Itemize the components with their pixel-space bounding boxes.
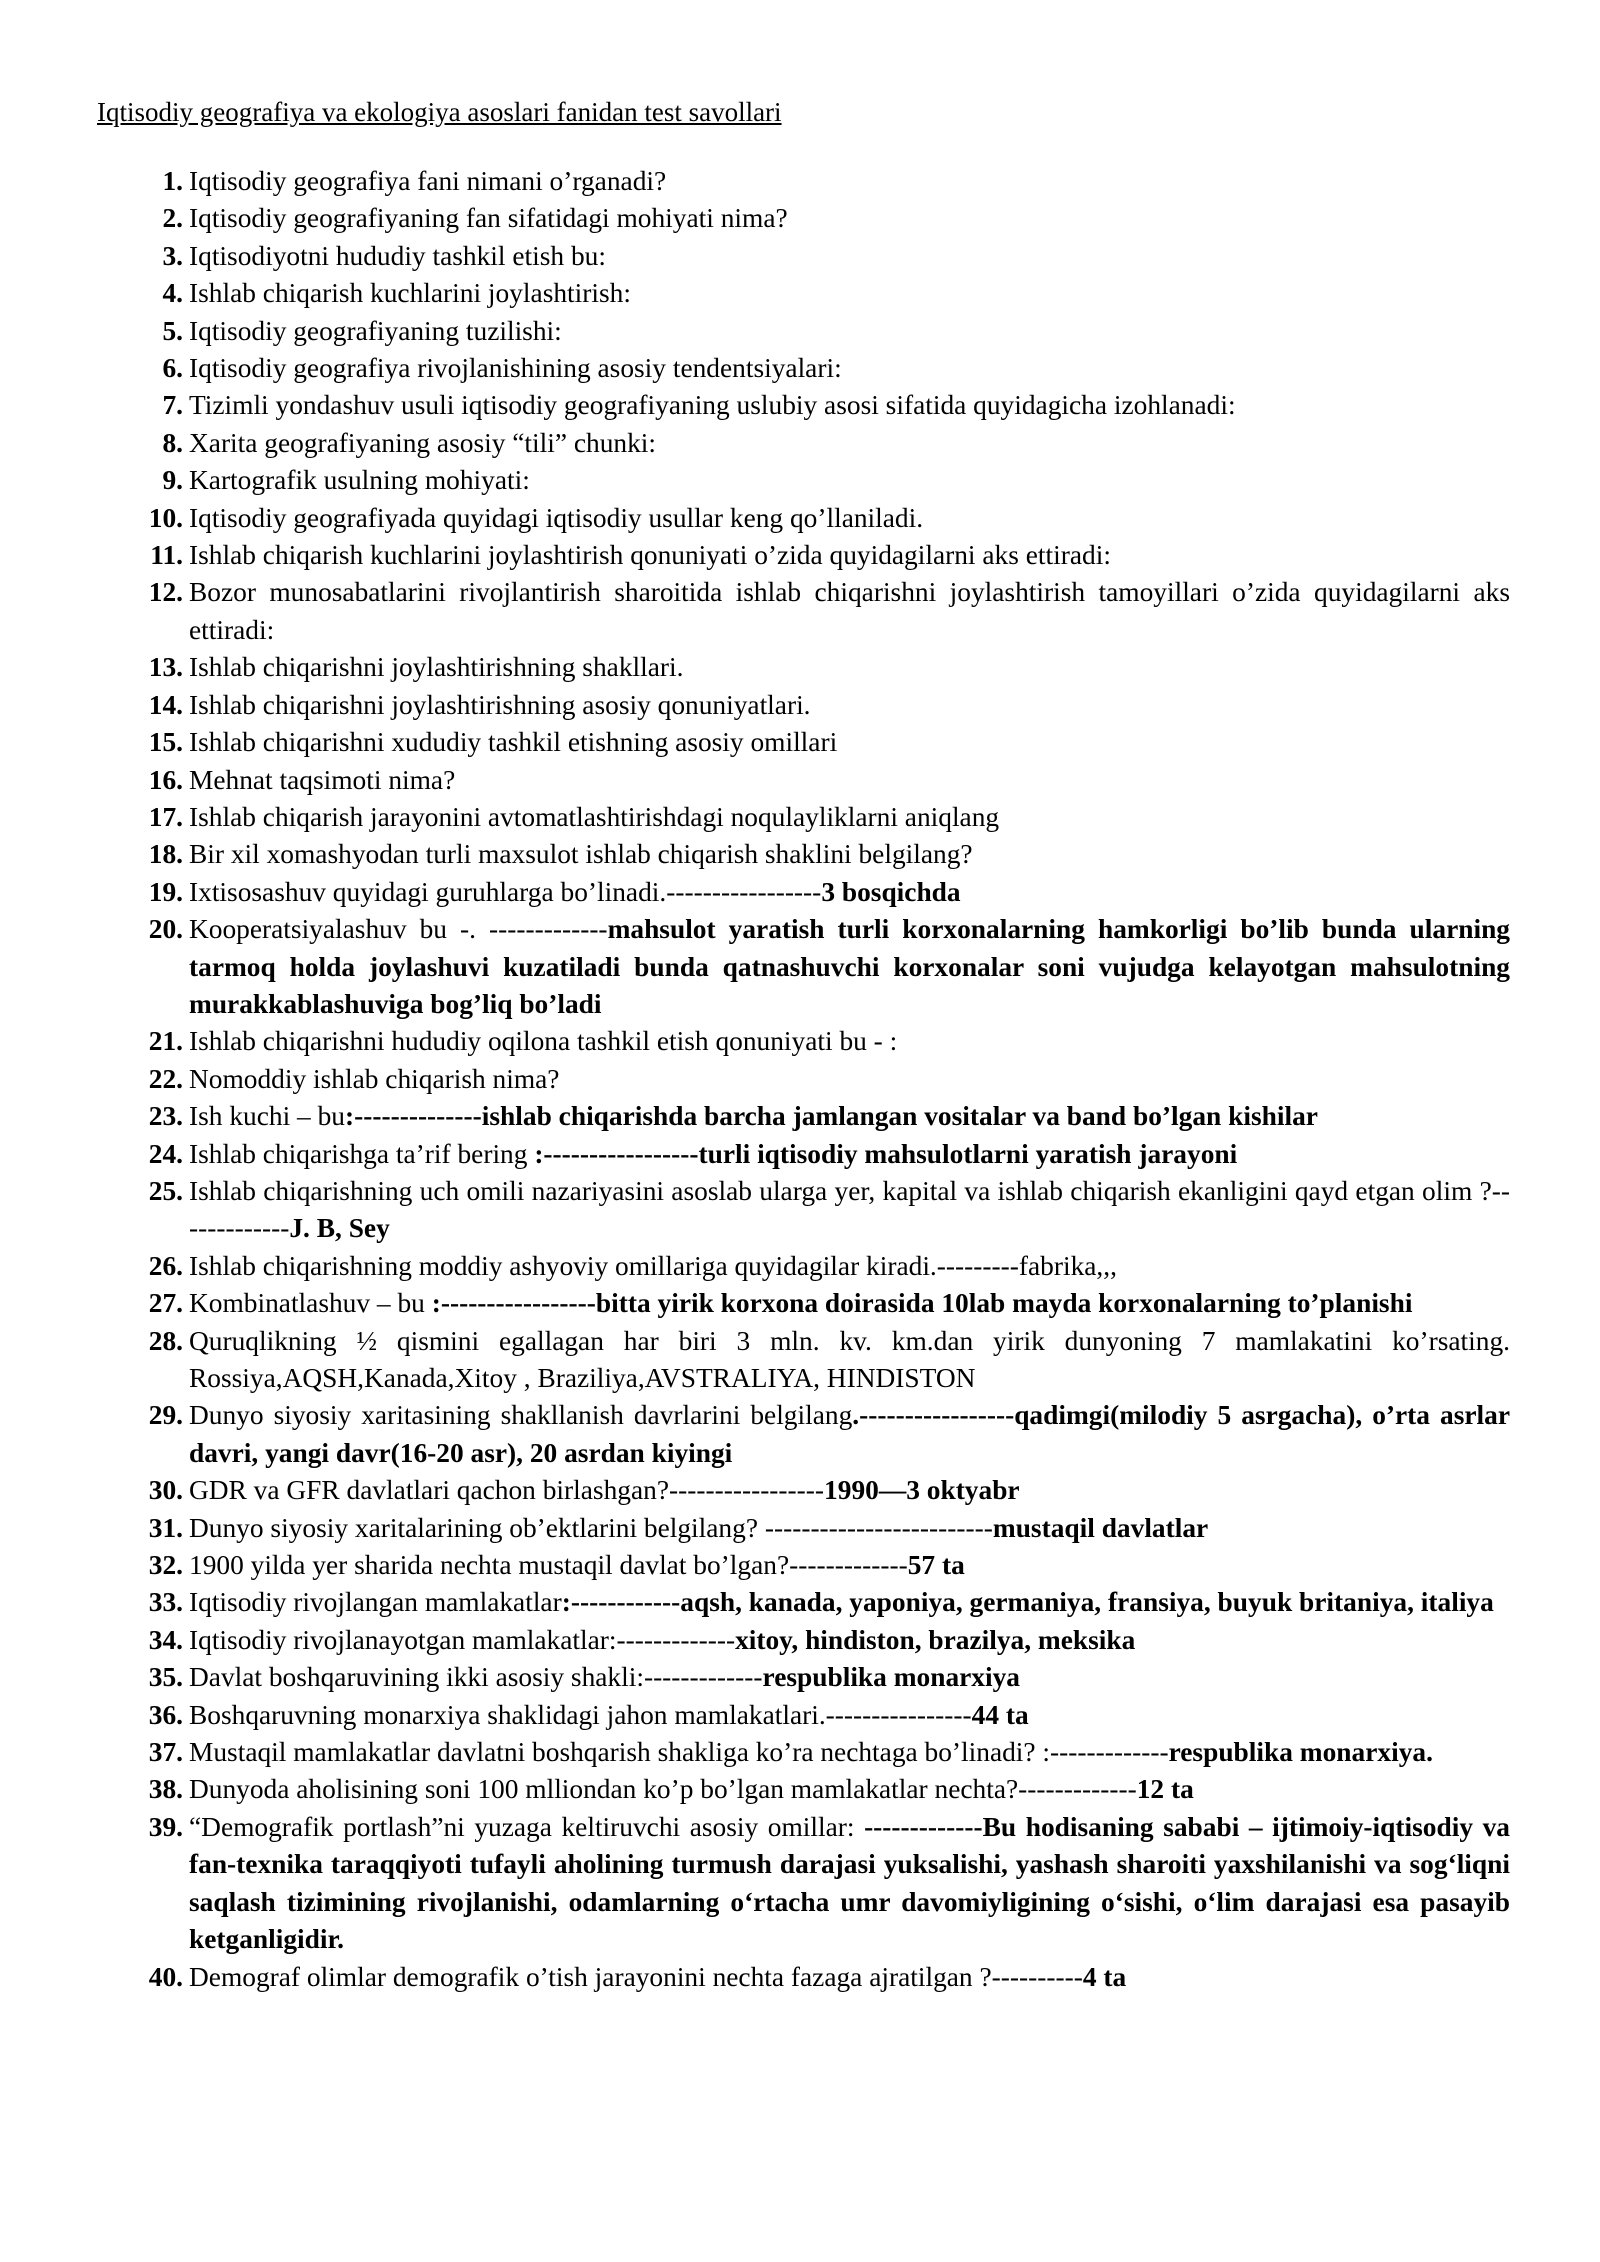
question-text-block [189,1061,1510,1098]
question-text-block [189,1023,1510,1060]
question-item [97,687,1510,724]
question-text-block [189,1622,1510,1659]
question-number: 17. [148,801,183,832]
question-text: Ishlab chiqarishning uch omili nazariyasini asoslab ularga yer, kapital va ishlab chiqarish ekanligini qayd etgan olim ?------------- [189,1175,1510,1244]
question-text-block [189,275,1510,312]
question-text-block [189,574,1510,649]
question-item [97,874,1510,911]
question-text: Mustaqil mamlakatlar davlatni boshqarish shakliga ko’ra nechtaga bo’linadi? :------------- [189,1737,1169,1768]
question-number: 2. [162,203,183,234]
question-text-block [189,836,1510,873]
question-text: Iqtisodiy geografiyada quyidagi iqtisodiy usullar keng qo’llaniladi. [189,502,924,533]
question-text-block [189,313,1510,350]
question-number: 21. [148,1026,183,1057]
question-answer: 4 ta [1082,1961,1127,1992]
question-text-block [189,1809,1510,1959]
question-item [97,1248,1510,1285]
question-answer: -------------Bu hodisaning sababi – ijtimoiy-iqtisodiy va fan-texnika taraqqiyoti tufayli aholining turmush darajasi yuksalishi, yashash sharoiti yaxshilanishi va sog‘liqni saqlash tizimining rivojlanishi, odamlarning o‘rtacha umr davomiyligining o‘sishi, o‘lim darajasi esa pasayib ketganligidir. [189,1811,1510,1955]
question-text: Iqtisodiy geografiyaning tuzilishi: [189,315,562,346]
question-text: Iqtisodiy rivojlanayotgan mamlakatlar:------------- [189,1624,736,1655]
question-answer: :------------aqsh, kanada, yaponiya, germaniya, fransiya, buyuk britaniya, italiya [561,1587,1494,1618]
question-text-block [189,1472,1510,1509]
question-number: 37. [148,1737,183,1768]
question-text-block [189,874,1510,911]
question-item [97,1622,1510,1659]
question-item [97,1697,1510,1734]
document-title: Iqtisodiy geografiya va ekologiya asoslari fanidan test savollari [97,97,782,127]
question-item [97,1023,1510,1060]
question-item [97,1397,1510,1472]
question-item [97,1771,1510,1808]
question-text: Boshqaruvning monarxiya shaklidagi jahon mamlakatlari.---------------- [189,1699,972,1730]
question-text: 1900 yilda yer sharida nechta mustaqil davlat bo’lgan?------------- [189,1550,908,1581]
question-number: 9. [162,465,183,496]
question-text-block [189,537,1510,574]
question-text: Iqtisodiy rivojlangan mamlakatlar [189,1587,562,1618]
question-text-block [189,238,1510,275]
question-item [97,462,1510,499]
question-number: 11. [150,540,183,571]
question-number: 14. [148,689,183,720]
question-text: Ishlab chiqarish kuchlarini joylashtirish: [189,278,631,309]
question-number: 24. [148,1138,183,1169]
question-item [97,425,1510,462]
question-text-block [189,911,1510,1023]
question-text: “Demografik portlash”ni yuzaga keltiruvchi asosiy omillar: [189,1811,865,1842]
question-item [97,762,1510,799]
question-text-block [189,1323,1510,1398]
question-number: 15. [148,727,183,758]
question-text: Ishlab chiqarish jarayonini avtomatlashtirishdagi noqulayliklarni aniqlang [189,801,1000,832]
question-number: 16. [148,764,183,795]
question-item [97,537,1510,574]
question-list [97,163,1510,1996]
question-answer: mahsulot yaratish turli korxonalarning hamkorligi bo’lib bunda ularning tarmoq holda joylashuvi kuzatiladi bunda qatnashuvchi korxonalar soni vujudga kelayotgan mahsulotning murakkablashuviga bog’liq bo’ladi [189,914,1510,1019]
question-number: 34. [148,1624,183,1655]
question-answer: J. B, Sey [289,1213,390,1244]
question-number: 23. [148,1101,183,1132]
question-text: Tizimli yondashuv usuli iqtisodiy geografiyaning uslubiy asosi sifatida quyidagicha izohlanadi: [189,390,1236,421]
question-text-block [189,1098,1510,1135]
question-text-block [189,1397,1510,1472]
question-number: 3. [162,240,183,271]
question-answer: 12 ta [1136,1774,1194,1805]
question-item [97,1959,1510,1996]
question-text-block [189,687,1510,724]
question-text: Iqtisodiyotni hududiy tashkil etish bu: [189,240,606,271]
question-item [97,1584,1510,1621]
question-answer: respublika monarxiya [762,1662,1021,1693]
question-text-block [189,1510,1510,1547]
question-number: 32. [148,1550,183,1581]
question-number: 40. [148,1961,183,1992]
question-number: 6. [162,353,183,384]
question-item [97,1061,1510,1098]
question-number: 19. [148,876,183,907]
question-number: 31. [148,1512,183,1543]
question-text: Dunyo siyosiy xaritasining shakllanish davrlarini belgilang [189,1400,853,1431]
question-answer: 44 ta [971,1699,1029,1730]
question-text-block [189,425,1510,462]
question-item [97,350,1510,387]
question-item [97,1285,1510,1322]
question-number: 8. [162,427,183,458]
question-number: 7. [162,390,183,421]
question-text: Davlat boshqaruvining ikki asosiy shakli:------------- [189,1662,763,1693]
question-text: Ishlab chiqarishni hududiy oqilona tashkil etish qonuniyati bu - : [189,1026,898,1057]
question-item [97,836,1510,873]
question-number: 5. [162,315,183,346]
question-text-block [189,163,1510,200]
question-answer: xitoy, hindiston, brazilya, meksika [735,1624,1136,1655]
question-item [97,1809,1510,1959]
question-item [97,1173,1510,1248]
question-number: 22. [148,1063,183,1094]
question-number: 10. [148,502,183,533]
question-text-block [189,462,1510,499]
question-text: Bir xil xomashyodan turli maxsulot ishlab chiqarish shaklini belgilang? [189,839,973,870]
question-item [97,1659,1510,1696]
question-text: Ishlab chiqarishni xududiy tashkil etishning asosiy omillari [189,727,838,758]
question-text-block [189,1173,1510,1248]
question-text: Ishlab chiqarishni joylashtirishning shakllari. [189,652,684,683]
question-text: Iqtisodiy geografiya fani nimani o’rganadi? [189,166,667,196]
question-text-block [189,1285,1510,1322]
question-text: Ishlab chiqarishning moddiy ashyoviy omillariga quyidagilar kiradi.---------fabrika,,, [189,1250,1117,1281]
question-item [97,1547,1510,1584]
question-item [97,724,1510,761]
question-text: Iqtisodiy geografiyaning fan sifatidagi mohiyati nima? [189,203,788,234]
question-number: 36. [148,1699,183,1730]
question-answer: respublika monarxiya. [1168,1737,1433,1768]
question-text-block [189,387,1510,424]
question-item [97,1098,1510,1135]
question-item [97,275,1510,312]
question-text-block [189,500,1510,537]
question-text: Kartografik usulning mohiyati: [189,465,530,496]
question-number: 28. [148,1325,183,1356]
question-number: 18. [148,839,183,870]
question-text-block [189,1136,1510,1173]
question-answer: :-----------------turli iqtisodiy mahsulotlarni yaratish jarayoni [534,1138,1238,1169]
question-answer: 3 bosqichda [821,876,961,907]
question-item [97,313,1510,350]
question-item [97,163,1510,200]
question-answer: 1990—3 oktyabr [824,1475,1020,1506]
question-number: 33. [148,1587,183,1618]
question-number: 12. [148,577,183,608]
question-text: Bozor munosabatlarini rivojlantirish sharoitida ishlab chiqarishni joylashtirish tamoyillari o’zida quyidagilarni aks ettiradi: [189,577,1510,645]
question-number: 27. [148,1288,183,1319]
question-item [97,387,1510,424]
question-number: 26. [148,1250,183,1281]
question-item [97,574,1510,649]
question-text-block [189,1734,1510,1771]
question-number: 1. [162,166,183,196]
question-number: 38. [148,1774,183,1805]
question-number: 25. [148,1175,183,1206]
question-text: Ish kuchi – bu [189,1101,345,1132]
question-text-block [189,1659,1510,1696]
question-text-block [189,799,1510,836]
question-answer: .-----------------qadimgi(milodiy 5 asrgacha), o’rta asrlar davri, yangi davr(16-20 asr), 20 asrdan kiyingi [189,1400,1510,1468]
question-item [97,1472,1510,1509]
question-text-block [189,1248,1510,1285]
question-text: Ishlab chiqarishni joylashtirishning asosiy qonuniyatlari. [189,689,811,720]
question-number: 35. [148,1662,183,1693]
question-item [97,1136,1510,1173]
question-number: 4. [162,278,183,309]
question-item [97,911,1510,1023]
question-text-block [189,1547,1510,1584]
question-item [97,238,1510,275]
question-text-block [189,724,1510,761]
question-text: Ixtisosashuv quyidagi guruhlarga bo’linadi.----------------- [189,876,822,907]
question-number: 29. [148,1400,183,1431]
question-text: Iqtisodiy geografiya rivojlanishining asosiy tendentsiyalari: [189,353,842,384]
question-text-block [189,1584,1510,1621]
question-text-block [189,1771,1510,1808]
question-answer: :-----------------bitta yirik korxona doirasida 10lab mayda korxonalarning to’planishi [431,1288,1413,1319]
question-text: Xarita geografiyaning asosiy “tili” chunki: [189,427,657,458]
question-text: Mehnat taqsimoti nima? [189,764,456,795]
question-text-block [189,200,1510,237]
question-text: Ishlab chiqarish kuchlarini joylashtirish qonuniyati o’zida quyidagilarni aks ettiradi: [189,540,1111,571]
question-answer: :--------------ishlab chiqarishda barcha jamlangan vositalar va band bo’lgan kishilar [344,1101,1318,1132]
question-text: Ishlab chiqarishga ta’rif bering [189,1138,535,1169]
question-text: Dunyo siyosiy xaritalarining ob’ektlarini belgilang? ------------------------- [189,1512,993,1543]
question-number: 39. [148,1811,183,1842]
question-text: Kombinatlashuv – bu [189,1288,432,1319]
question-item [97,799,1510,836]
question-item [97,500,1510,537]
question-text-block [189,649,1510,686]
question-number: 13. [148,652,183,683]
question-item [97,649,1510,686]
question-text-block [189,1697,1510,1734]
question-number: 30. [148,1475,183,1506]
question-text-block [189,1959,1510,1996]
question-text: Nomoddiy ishlab chiqarish nima? [189,1063,560,1094]
question-text-block [189,762,1510,799]
question-item [97,200,1510,237]
question-number: 20. [148,914,183,945]
question-answer: mustaqil davlatlar [992,1512,1209,1543]
question-text: Kooperatsiyalashuv bu -. ------------- [189,914,608,945]
question-text: GDR va GFR davlatlari qachon birlashgan?----------------- [189,1475,825,1506]
question-text-block [189,350,1510,387]
question-text: Dunyoda aholisining soni 100 mlliondan ko’p bo’lgan mamlakatlar nechta?------------- [189,1774,1137,1805]
question-item [97,1734,1510,1771]
question-item [97,1510,1510,1547]
question-text: Quruqlikning ½ qismini egallagan har biri 3 mln. kv. km.dan yirik dunyoning 7 mamlakatini ko’rsating. Rossiya,AQSH,Kanada,Xitoy , Braziliya,AVSTRALIYA, HINDISTON [189,1325,1510,1393]
question-answer: 57 ta [907,1550,965,1581]
question-text: Demograf olimlar demografik o’tish jarayonini nechta fazaga ajratilgan ?---------- [189,1961,1083,1992]
question-item [97,1323,1510,1398]
